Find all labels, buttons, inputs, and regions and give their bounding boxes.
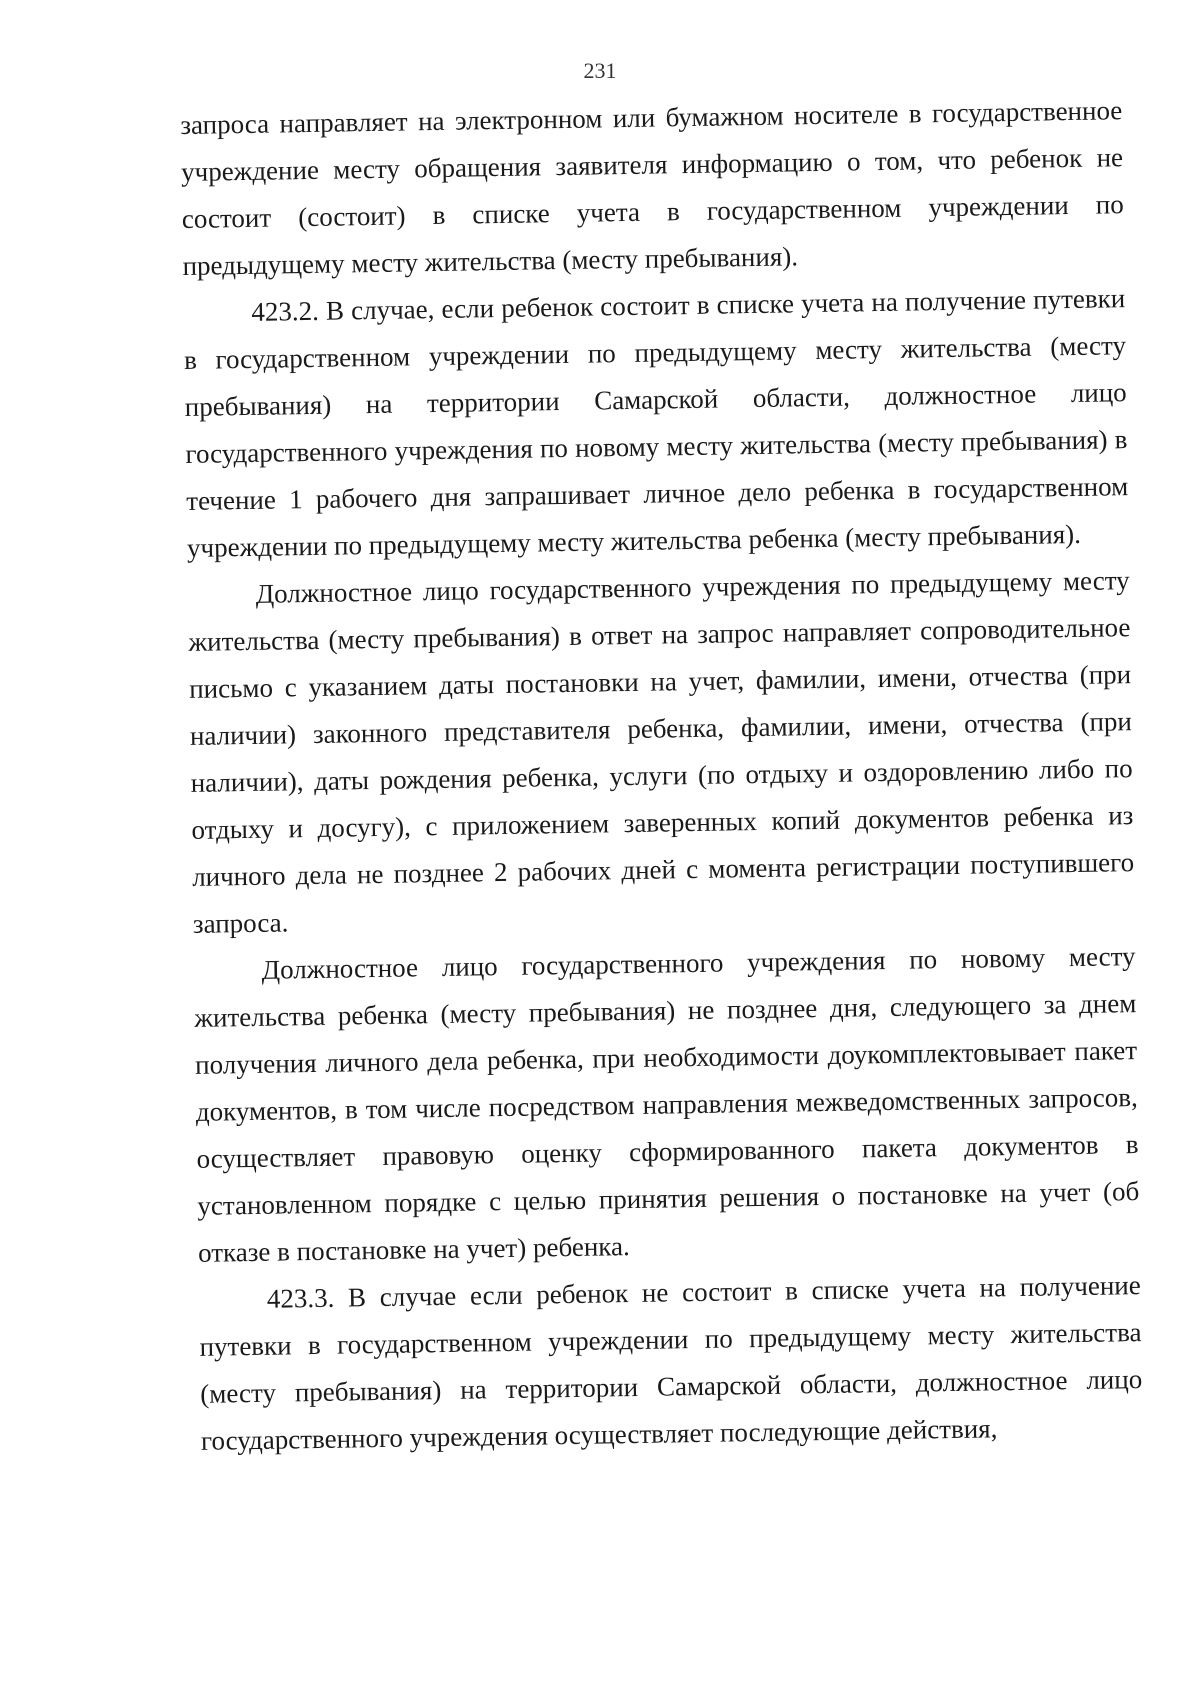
page-number: 231: [583, 58, 617, 83]
document-body: [180, 87, 1143, 1465]
paragraph-previous-official: Должностное лицо государственного учреждения по предыдущему месту жительства (месту пребывания) в ответ на запрос направляет сопроводительное письмо с указанием даты постановки на учет, фамилии, имени, отчества (при наличии) законного представителя ребенка, фамилии, имени, отчества (при наличии), даты рождения ребенка, услуги (по отдыху и оздоровлению либо по отдыху и досугу), с приложением заверенных копий документов ребенка из личного дела не позднее 2 рабочих дней с момента регистрации поступившего запроса.: [188, 565, 1135, 939]
paragraph-new-official: Должностное лицо государственного учреждения по новому месту жительства ребенка (месту пребывания) не позднее дня, следующего за днем получения личного дела ребенка, при необходимости доукомплектовывает пакет документов, в том числе посредством направления межведомственных запросов, осуществляет правовую оценку сформированного пакета документов в установленном порядке с целью принятия решения о постановке на учет (об отказе в постановке на учет) ребенка.: [194, 941, 1140, 1268]
paragraph-continuation: запроса направляет на электронном или бумажном носителе в государственное учреждение месту обращения заявителя информацию о том, что ребенок не состоит (состоит) в списке учета в государственном учреждении по предыдущему месту жительства (месту пребывания).: [180, 95, 1124, 281]
paragraph-423-3: 423.3. В случае если ребенок не состоит в списке учета на получение путевки в государственном учреждении по предыдущему месту жительства (месту пребывания) на территории Самарской области, должностное лицо государственного учреждения осуществляет последующие действия,: [199, 1270, 1143, 1456]
paragraph-423-2: 423.2. В случае, если ребенок состоит в списке учета на получение путевки в государственном учреждении по предыдущему месту жительства (месту пребывания) на территории Самарской области, должностное лицо государственного учреждения по новому месту жительства (месту пребывания) в течение 1 рабочего дня запрашивает личное дело ребенка в государственном учреждении по предыдущему месту жительства ребенка (месту пребывания).: [183, 283, 1129, 563]
